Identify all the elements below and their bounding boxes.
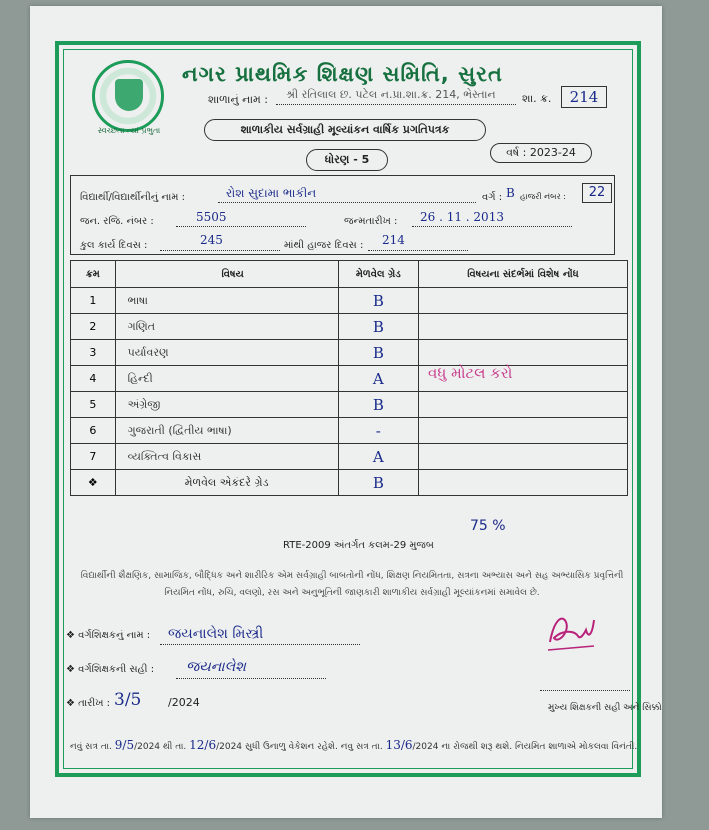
table-row bbox=[71, 314, 628, 340]
samiti-logo-icon bbox=[92, 60, 164, 132]
header-subject: વિષય bbox=[115, 261, 338, 288]
gr-number-value: 5505 bbox=[196, 210, 227, 224]
present-days-line bbox=[368, 250, 468, 251]
percentage-value: 75 % bbox=[470, 518, 506, 534]
school-name-line bbox=[276, 104, 516, 105]
table-header-row bbox=[71, 261, 628, 288]
row-remark bbox=[419, 288, 628, 314]
row-remark bbox=[419, 444, 628, 470]
report-title: શાળાકીય સર્વગ્રાહી મૂલ્યાંકન વાર્ષિક પ્રગતિપત્રક bbox=[204, 119, 486, 141]
vacation-footer bbox=[70, 738, 638, 752]
header-serial: ક્રમ bbox=[71, 261, 116, 288]
teacher-name-label: વર્ગશિક્ષકનું નામ : bbox=[78, 630, 151, 641]
teacher-sign-label: વર્ગશિક્ષકની સહી : bbox=[78, 664, 155, 675]
row-subject: અંગ્રેજી bbox=[115, 392, 338, 418]
school-name-value: શ્રી રતિલાલ છ. પટેલ ન.પ્રા.શા.ક્ર. 214, ભેસ્તાન bbox=[286, 88, 496, 101]
working-days-value: 245 bbox=[200, 233, 223, 247]
table-row bbox=[71, 288, 628, 314]
roll-label: હાજરી નંબર : bbox=[520, 192, 566, 201]
row-serial: 4 bbox=[71, 366, 116, 392]
footer-mid1: /2024 થી તા. bbox=[134, 742, 187, 752]
row-remark bbox=[419, 418, 628, 444]
row-subject: પર્યાવરણ bbox=[115, 340, 338, 366]
row-remark bbox=[419, 340, 628, 366]
table-row bbox=[71, 340, 628, 366]
student-name-value: રોશ સુદામા ભાકીન bbox=[226, 186, 317, 200]
rte-note: RTE-2009 અંતર્ગત કલમ-29 મુજબ bbox=[283, 540, 434, 551]
row-grade: - bbox=[338, 418, 418, 444]
table-row bbox=[71, 444, 628, 470]
school-number-box: 214 bbox=[561, 86, 607, 108]
standard-label: ધોરણ - 5 bbox=[306, 149, 388, 171]
division-value: B bbox=[506, 186, 515, 200]
row-grade: B bbox=[338, 392, 418, 418]
table-row bbox=[71, 418, 628, 444]
present-days-value: 214 bbox=[382, 233, 405, 247]
row-grade: A bbox=[338, 444, 418, 470]
present-days-label: માંથી હાજર દિવસ : bbox=[284, 240, 364, 251]
footer-suffix: /2024 ના રોજથી શરૂ થશે. નિયમિત શાળાએ મોકલવા વિનંતી. bbox=[412, 742, 638, 752]
row-serial: 5 bbox=[71, 392, 116, 418]
teacher-sign-line bbox=[176, 678, 326, 679]
dob-line bbox=[412, 226, 572, 227]
row-serial: 2 bbox=[71, 314, 116, 340]
dob-value: 26 . 11 . 2013 bbox=[420, 210, 504, 224]
teacher-signature: જયનાલેશ bbox=[186, 659, 246, 675]
org-title: નગર પ્રાથમિક શિક્ષણ સમિતિ, સુરત bbox=[182, 62, 503, 86]
row-subject: ગુજરાતી (દ્વિતીય ભાષા) bbox=[115, 418, 338, 444]
row-serial: 6 bbox=[71, 418, 116, 444]
logo-motto: સ્વચ્છતા ત્યાં પ્રભુતા bbox=[97, 126, 161, 135]
teacher-name-row bbox=[66, 630, 150, 641]
row-serial: 3 bbox=[71, 340, 116, 366]
diamond-icon: ❖ bbox=[66, 630, 79, 641]
row-grade: B bbox=[338, 288, 418, 314]
row-grade: B bbox=[338, 314, 418, 340]
student-name-line bbox=[218, 202, 476, 203]
principal-sign-line bbox=[540, 690, 630, 691]
school-name-label: શાળાનું નામ : bbox=[208, 93, 269, 106]
total-grade-value: B bbox=[338, 470, 418, 496]
division-label: વર્ગ : bbox=[482, 192, 503, 203]
gr-number-label: જન. રજિ. નંબર : bbox=[80, 216, 154, 227]
working-days-line bbox=[160, 250, 280, 251]
row-subject: હિન્દી bbox=[115, 366, 338, 392]
dob-label: જન્મતારીખ : bbox=[344, 216, 398, 227]
footer-mid2: /2024 સુધી ઉનાળુ વેકેશન રહેશે. નવુ સત્ર તા. bbox=[216, 742, 383, 752]
date-value: 3/5 bbox=[114, 690, 142, 710]
total-row bbox=[71, 470, 628, 496]
row-subject: ભાષા bbox=[115, 288, 338, 314]
grades-table bbox=[70, 260, 628, 496]
principal-label: મુખ્ય શિક્ષકની સહી અને સિક્કો bbox=[548, 703, 662, 713]
table-row bbox=[71, 366, 628, 392]
row-grade: B bbox=[338, 340, 418, 366]
header-remark: વિષયના સંદર્ભમાં વિશેષ નોંધ bbox=[419, 261, 628, 288]
teacher-name-line bbox=[160, 644, 360, 645]
working-days-label: કુલ કાર્ય દિવસ : bbox=[80, 240, 148, 251]
diamond-icon: ❖ bbox=[71, 470, 116, 496]
row-remark bbox=[419, 314, 628, 340]
academic-year: વર્ષ : 2023-24 bbox=[490, 143, 592, 163]
row-subject: ગણિત bbox=[115, 314, 338, 340]
diamond-icon: ❖ bbox=[66, 664, 79, 675]
new-session-date: 13/6 bbox=[385, 738, 413, 752]
principal-signature-icon bbox=[540, 600, 600, 660]
gr-number-line bbox=[176, 226, 306, 227]
handwritten-remark: વધુ મોટલ કરો bbox=[428, 364, 513, 382]
row-grade: A bbox=[338, 366, 418, 392]
date-year: /2024 bbox=[168, 696, 200, 709]
total-remark bbox=[419, 470, 628, 496]
vacation-start: 9/5 bbox=[114, 738, 135, 752]
total-grade-label: મેળવેલ એકંદરે ગ્રેડ bbox=[115, 470, 338, 496]
assessment-paragraph: વિદ્યાર્થીની શૈક્ષણિક, સામાજિક, બૌદ્ધિક અને શારીરિક એમ સર્વગ્રાહી બાબતોની નોંધ, શિક્ષણ નિયમિતતા, સત્રના અભ્યાસ અને સહ અભ્યાસિક પ્રવૃત્તિની નિયમિત નોંધ, રુચિ, વલણો, રસ અને અનુભૂતિની જાણકારી શાળાકીય સર્વગ્રાહી મૂલ્યાંકનમાં સમાવેલ છે. bbox=[80, 571, 624, 598]
teacher-name-value: જયનાલેશ મિસ્ત્રી bbox=[168, 626, 264, 642]
student-name-label: વિદ્યાર્થી/વિદ્યાર્થીનીનું નામ : bbox=[80, 192, 185, 203]
logo-emblem bbox=[115, 79, 143, 111]
row-remark bbox=[419, 392, 628, 418]
roll-number-box: 22 bbox=[582, 183, 612, 203]
header-grade: મેળવેલ ગ્રેડ bbox=[338, 261, 418, 288]
vacation-end: 12/6 bbox=[189, 738, 217, 752]
row-serial: 7 bbox=[71, 444, 116, 470]
date-row bbox=[66, 698, 110, 709]
date-label: તારીખ : bbox=[78, 698, 111, 709]
table-row bbox=[71, 392, 628, 418]
teacher-sign-row bbox=[66, 664, 154, 675]
diamond-icon: ❖ bbox=[66, 698, 79, 709]
school-number-label: શા. ક્ર. bbox=[522, 92, 552, 105]
row-serial: 1 bbox=[71, 288, 116, 314]
footer-prefix: નવું સત્ર તા. bbox=[70, 742, 112, 752]
row-subject: વ્યક્તિત્વ વિકાસ bbox=[115, 444, 338, 470]
